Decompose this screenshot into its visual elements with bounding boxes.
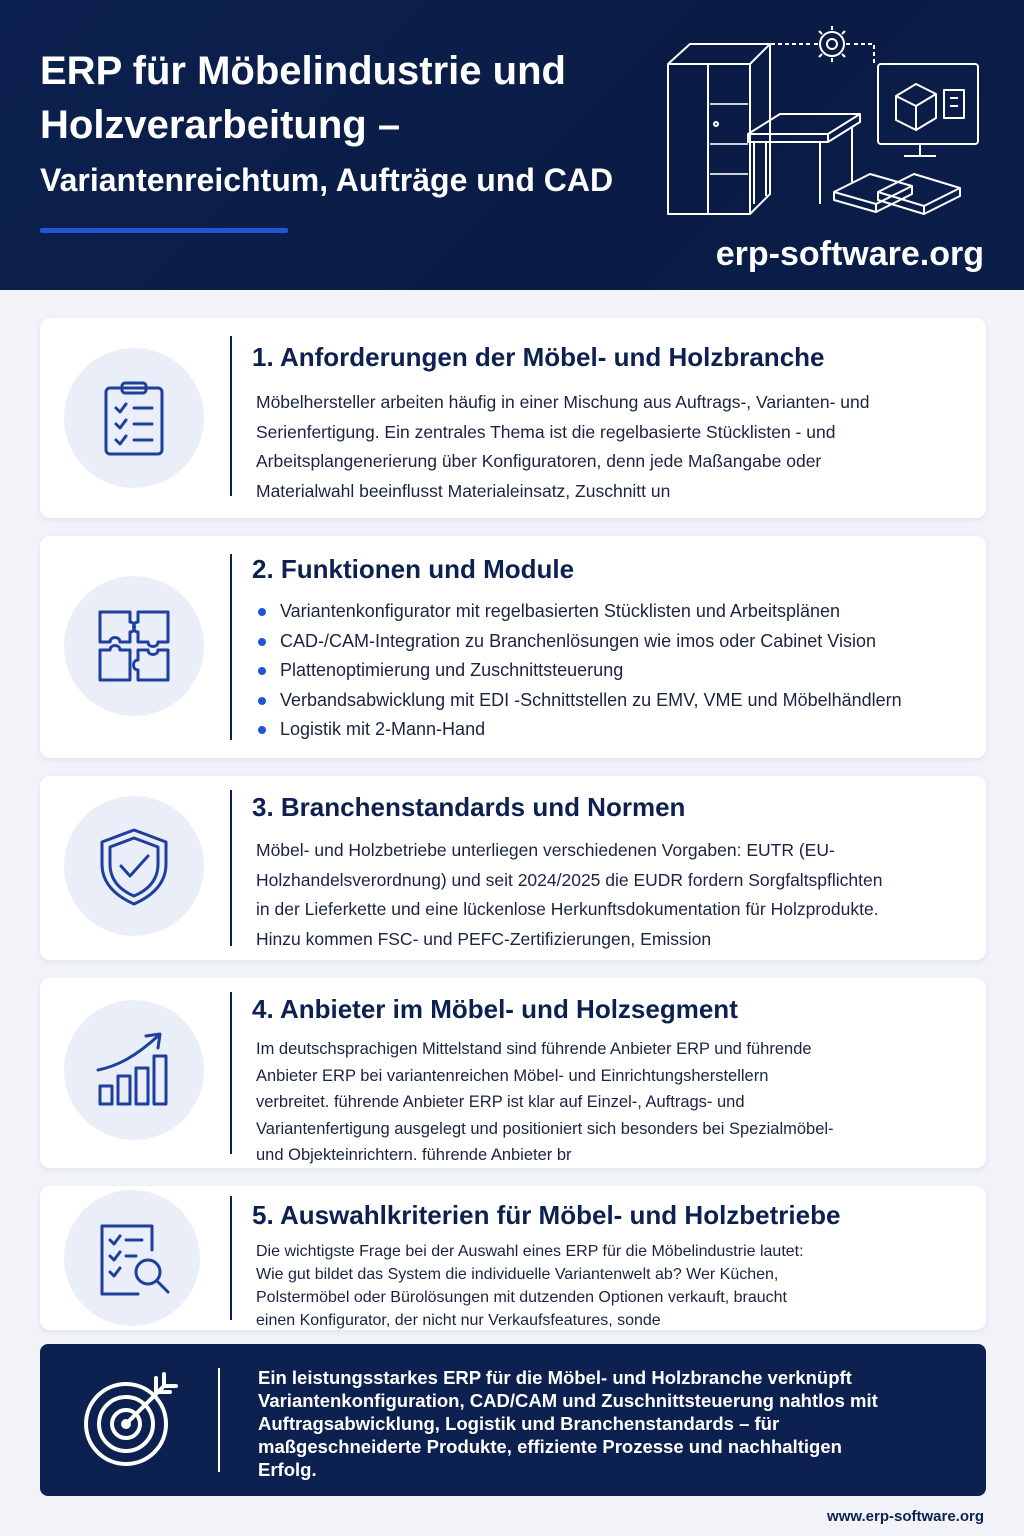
header-banner <box>0 0 1024 290</box>
list-item: Plattenoptimierung und Zuschnittsteuerung <box>256 656 902 686</box>
furniture-cabinet-table-cad-icon <box>660 14 990 224</box>
target-arrow-icon <box>80 1370 180 1470</box>
section-body: Möbel- und Holzbetriebe unterliegen verschiedenen Vorgaben: EUTR (EU-Holzhandelsverordnung) und seit 2024/2025 die EUDR fordern Sorgfaltspflichten in der Lieferkette und eine lückenlose Herkunftsdokumentation für Holzprodukte. Hinzu kommen FSC- und PEFC-Zertifizierungen, Emission <box>256 840 883 949</box>
section-body: Im deutschsprachigen Mittelstand sind führende Anbieter ERP und führende Anbieter ERP bei variantenreichen Möbel- und Einrichtungsherstellern verbreitet. führende Anbieter ERP ist klar auf Einzel-, Auftrags- und Variantenfertigung ausgelegt und positioniert sich besonders bei Spezialmöbel- und Objekteinrichtern. führende Anbieter br <box>256 1040 834 1164</box>
section-card-functions <box>40 536 986 758</box>
clipboard-checklist-icon <box>94 378 174 458</box>
icon-circle <box>64 1190 200 1326</box>
site-name: erp-software.org <box>715 235 984 273</box>
icon-circle <box>64 348 204 488</box>
page-title: ERP für Möbelindustrie und Holzverarbeitung – <box>40 49 566 147</box>
section-card-requirements <box>40 318 986 518</box>
card-divider <box>230 336 232 496</box>
section-title: 5. Auswahlkriterien für Möbel- und Holzbetriebe <box>252 1200 841 1230</box>
card-divider <box>230 992 232 1154</box>
section-title: 3. Branchenstandards und Normen <box>252 792 686 822</box>
section-title: 4. Anbieter im Möbel- und Holzsegment <box>252 994 738 1024</box>
card-divider <box>230 554 232 740</box>
icon-circle <box>64 576 204 716</box>
icon-circle <box>64 796 204 936</box>
section-body: Möbelhersteller arbeiten häufig in einer Mischung aus Auftrags-, Varianten- und Serienfertigung. Ein zentrales Thema ist die regelbasierte Stücklisten - und Arbeitsplangenerierung über Konfiguratoren, denn jede Maßangabe oder Materialwahl beeinflusst Materialeinsatz, Zuschnitt un <box>256 392 870 501</box>
shield-check-icon <box>94 826 174 906</box>
document-search-icon <box>94 1220 174 1300</box>
section-card-criteria <box>40 1186 986 1330</box>
conclusion-divider <box>218 1368 220 1472</box>
list-item: Logistik mit 2-Mann-Hand <box>256 715 902 745</box>
accent-line <box>40 228 288 233</box>
growth-chart-icon <box>94 1030 174 1110</box>
card-divider <box>230 790 232 946</box>
list-item: Verbandsabwicklung mit EDI -Schnittstellen zu EMV, VME und Möbelhändlern <box>256 686 902 716</box>
page-subtitle: Variantenreichtum, Aufträge und CAD <box>40 162 614 198</box>
section-body: Die wichtigste Frage bei der Auswahl eines ERP für die Möbelindustrie lautet: Wie gut bildet das System die individuelle Variantenwelt ab? Wer Küchen, Polstermöbel oder Bürolösungen mit dutzenden Optionen verkauft, braucht einen Konfigurator, der nicht nur Verkaufsfeatures, sonde <box>256 1243 804 1329</box>
conclusion-text: Ein leistungsstarkes ERP für die Möbel- und Holzbranche verknüpft Variantenkonfiguration, CAD/CAM und Zuschnittsteuerung nahtlos mit Auftragsabwicklung, Logistik und Branchenstandards – für maßgeschneiderte Produkte, effiziente Prozesse und nachhaltigen Erfolg. <box>258 1367 878 1480</box>
section-card-standards <box>40 776 986 960</box>
card-divider <box>230 1196 232 1320</box>
list-item: CAD-/CAM-Integration zu Branchenlösungen wie imos oder Cabinet Vision <box>256 627 902 657</box>
section-title: 2. Funktionen und Module <box>252 554 575 584</box>
list-item: Variantenkonfigurator mit regelbasierten Stücklisten und Arbeitsplänen <box>256 597 902 627</box>
icon-circle <box>64 1000 204 1140</box>
section-card-vendors <box>40 978 986 1168</box>
footer-site-link[interactable]: www.erp-software.org <box>827 1508 984 1525</box>
section-title: 1. Anforderungen der Möbel- und Holzbranche <box>252 342 825 372</box>
puzzle-icon <box>94 606 174 686</box>
conclusion-banner <box>40 1344 986 1496</box>
feature-list <box>256 597 902 745</box>
